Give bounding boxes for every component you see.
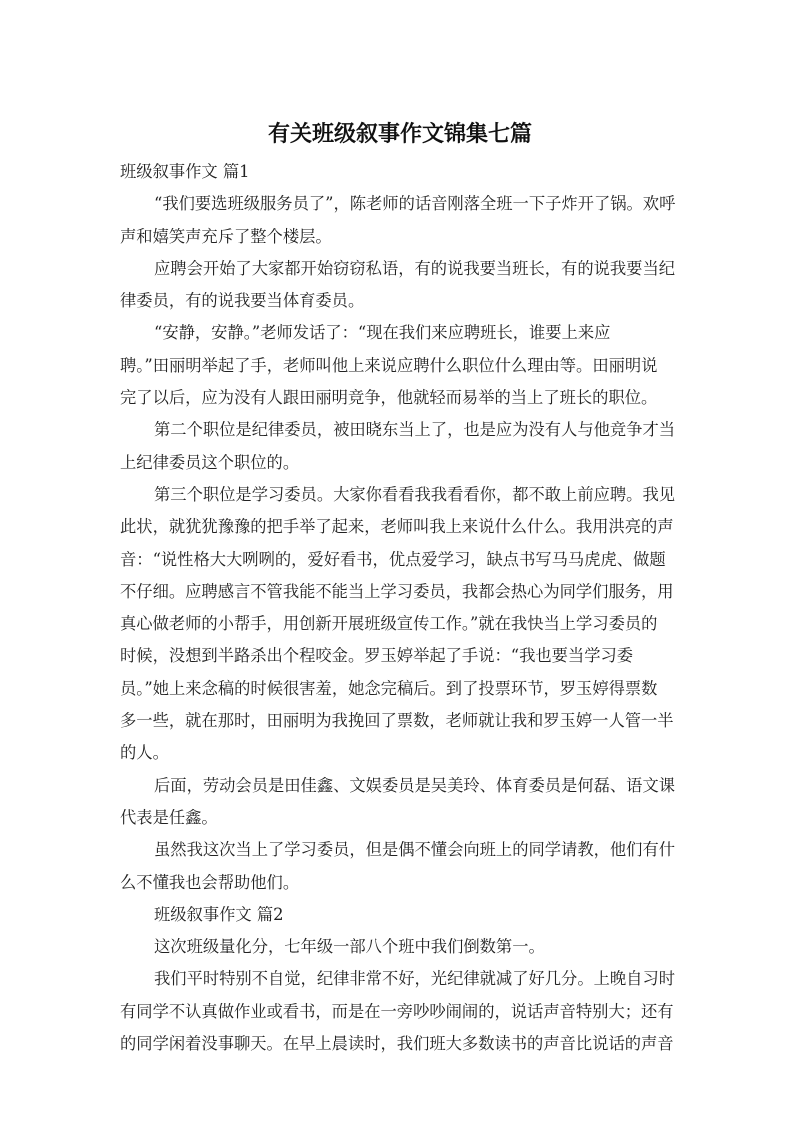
text-line: 我们平时特别不自觉，纪律非常不好，光纪律就减了好几分。上晚自习时 (154, 969, 676, 989)
paragraph (120, 770, 680, 835)
text-line: 真心做老师的小帮手，用创新开展班级宣传工作。”就在我快当上学习委员的 (120, 614, 658, 634)
text-line: 完了以后，应为没有人跟田丽明竞争，他就轻而易举的当上了班长的职位。 (120, 388, 658, 408)
text-line: 不仔细。应聘感言不管我能不能当上学习委员，我都会热心为同学们服务，用 (120, 581, 674, 601)
text-line: 音：“说性格大大咧咧的，爱好看书，优点爱学习，缺点书写马马虎虎、做题 (120, 549, 666, 569)
text-line: 后面，劳动会员是田佳鑫、文娱委员是吴美玲、体育委员是何磊、语文课 (154, 775, 676, 795)
paragraph (120, 931, 680, 963)
section-heading-1: 班级叙事作文 篇1 (120, 162, 250, 181)
paragraph (120, 834, 680, 899)
text-line: 律委员，有的说我要当体育委员。 (120, 291, 365, 311)
text-line: 么不懂我也会帮助他们。 (120, 872, 300, 892)
text-line: 虽然我这次当上了学习委员，但是偶不懂会向班上的同学请教，他们有什 (154, 840, 676, 860)
text-line: 声和嬉笑声充斥了整个楼层。 (120, 226, 332, 246)
paragraph (120, 317, 680, 414)
text-line: 第三个职位是学习委员。大家你看看我我看看你，都不敢上前应聘。我见 (154, 484, 676, 504)
paragraph (120, 253, 680, 318)
text-line: 聘。”田丽明举起了手，老师叫他上来说应聘什么职位什么理由等。田丽明说 (120, 355, 658, 375)
paragraph (120, 188, 680, 253)
text-line: 应聘会开始了大家都开始窃窃私语，有的说我要当班长，有的说我要当纪 (154, 258, 676, 278)
text-line: 员。”她上来念稿的时候很害羞，她念完稿后。到了投票环节，罗玉婷得票数 (120, 678, 658, 698)
text-line: 的人。 (120, 743, 169, 763)
document-body (120, 156, 680, 1060)
text-line: 这次班级量化分，七年级一部八个班中我们倒数第一。 (154, 937, 545, 957)
text-line: 的同学闲着没事聊天。在早上晨读时，我们班大多数读书的声音比说话的声音 (120, 1034, 674, 1054)
section-heading-2: 班级叙事作文 篇2 (154, 904, 284, 924)
text-line: “我们要选班级服务员了”，陈老师的话音刚落全班一下子炸开了锅。欢呼 (154, 194, 676, 214)
document-title: 有关班级叙事作文锦集七篇 (267, 122, 532, 147)
text-line: “安静，安静。”老师发话了：“现在我们来应聘班长，谁要上来应 (154, 323, 611, 343)
text-line: 此状，就犹犹豫豫的把手举了起来，老师叫我上来说什么什么。我用洪亮的声 (120, 517, 674, 537)
paragraph (120, 414, 680, 479)
paragraph (120, 963, 680, 1060)
text-line: 多一些，就在那时，田丽明为我挽回了票数，老师就让我和罗玉婷一人管一半 (120, 711, 674, 731)
text-line: 第二个职位是纪律委员，被田晓东当上了，也是应为没有人与他竞争才当 (154, 420, 676, 440)
text-line: 时候，没想到半路杀出个程咬金。罗玉婷举起了手说：“我也要当学习委 (120, 646, 634, 666)
paragraph (120, 479, 680, 770)
text-line: 代表是任鑫。 (120, 807, 218, 827)
text-line: 上纪律委员这个职位的。 (120, 452, 300, 472)
text-line: 有同学不认真做作业或看书，而是在一旁吵吵闹闹的，说话声音特别大；还有 (120, 1001, 674, 1021)
